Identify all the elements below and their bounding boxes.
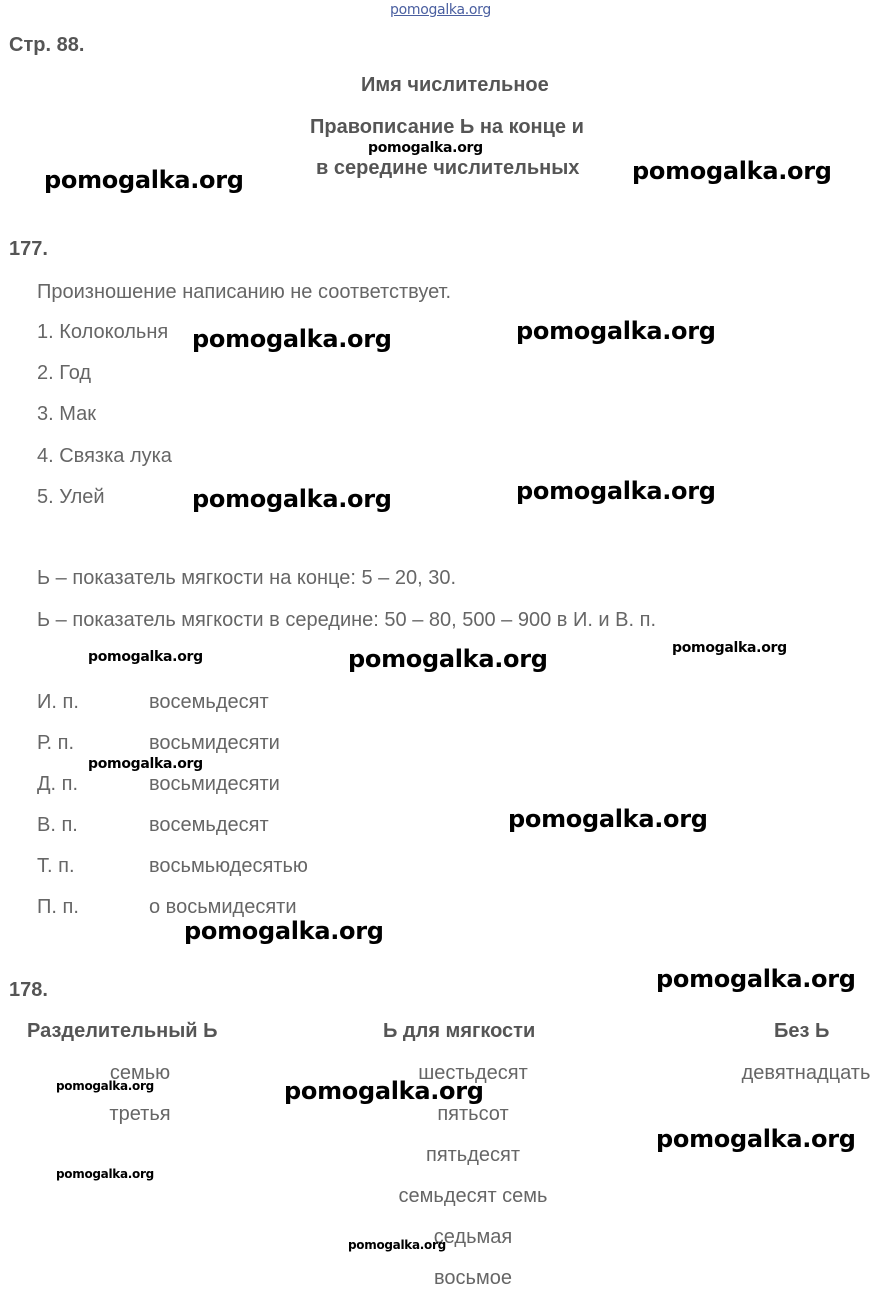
column-without xyxy=(720,1061,892,1102)
watermark: pomogalka.org xyxy=(656,965,856,993)
list-item: пятьдесят xyxy=(425,1144,521,1166)
column-header-separating: Разделительный Ь xyxy=(27,1020,218,1042)
watermark: pomogalka.org xyxy=(368,140,483,156)
column-header-softness: Ь для мягкости xyxy=(383,1020,536,1042)
watermark: pomogalka.org xyxy=(632,157,832,185)
list-item: девятнадцать xyxy=(741,1062,871,1084)
watermark: pomogalka.org xyxy=(192,485,392,513)
exercise-177-intro: Произношение написанию не соответствует. xyxy=(37,281,452,303)
watermark: pomogalka.org xyxy=(516,477,716,505)
top-watermark: pomogalka.org xyxy=(390,2,491,18)
case-word: восемьдесят xyxy=(149,814,269,836)
watermark: pomogalka.org xyxy=(184,917,384,945)
list-item: 4. Связка лука xyxy=(37,445,172,467)
subtitle-line2: в середине числительных xyxy=(316,157,580,179)
case-word: восьмидесяти xyxy=(149,732,280,754)
list-item: 1. Колокольня xyxy=(37,321,169,343)
list-item: пятьсот xyxy=(437,1103,509,1125)
list-item: восьмое xyxy=(434,1267,512,1289)
watermark: pomogalka.org xyxy=(88,649,203,665)
case-label: П. п. xyxy=(37,896,79,918)
case-label: В. п. xyxy=(37,814,78,836)
exercise-177-number: 177. xyxy=(9,238,48,260)
page-label: Стр. 88. xyxy=(9,34,85,56)
case-label: Д. п. xyxy=(37,773,79,795)
list-item: шестьдесят xyxy=(418,1062,528,1084)
watermark: pomogalka.org xyxy=(508,805,708,833)
watermark: pomogalka.org xyxy=(656,1125,856,1153)
case-label: И. п. xyxy=(37,691,79,713)
rule-end: Ь – показатель мягкости на конце: 5 – 20, 30. xyxy=(37,567,457,589)
watermark: pomogalka.org xyxy=(284,1077,484,1105)
case-word: восьмидесяти xyxy=(149,773,280,795)
case-word: восьмьюдесятью xyxy=(149,855,308,877)
watermark: pomogalka.org xyxy=(516,317,716,345)
list-item: 5. Улей xyxy=(37,486,105,508)
page-title: Имя числительное xyxy=(361,74,549,96)
exercise-178-number: 178. xyxy=(9,979,48,1001)
list-item: семьдесят семь xyxy=(398,1185,548,1207)
column-header-without: Без Ь xyxy=(774,1020,830,1042)
list-item: седьмая xyxy=(433,1226,513,1248)
subtitle-line1: Правописание Ь на конце и xyxy=(310,116,584,138)
list-item: третья xyxy=(109,1103,171,1125)
watermark: pomogalka.org xyxy=(348,1238,446,1252)
case-word: восемьдесят xyxy=(149,691,269,713)
column-separating xyxy=(60,1061,220,1143)
case-label: Р. п. xyxy=(37,732,75,754)
watermark: pomogalka.org xyxy=(88,756,203,772)
list-item: 3. Мак xyxy=(37,403,96,425)
watermark: pomogalka.org xyxy=(56,1167,154,1181)
watermark: pomogalka.org xyxy=(56,1079,154,1093)
watermark: pomogalka.org xyxy=(44,166,244,194)
rule-middle: Ь – показатель мягкости в середине: 50 – 80, 500 – 900 в И. и В. п. xyxy=(37,609,657,631)
list-item: 2. Год xyxy=(37,362,92,384)
watermark: pomogalka.org xyxy=(348,645,548,673)
watermark: pomogalka.org xyxy=(672,640,787,656)
list-item: семью xyxy=(109,1062,171,1084)
watermark: pomogalka.org xyxy=(192,325,392,353)
case-label: Т. п. xyxy=(37,855,75,877)
case-word: о восьмидесяти xyxy=(149,896,297,918)
